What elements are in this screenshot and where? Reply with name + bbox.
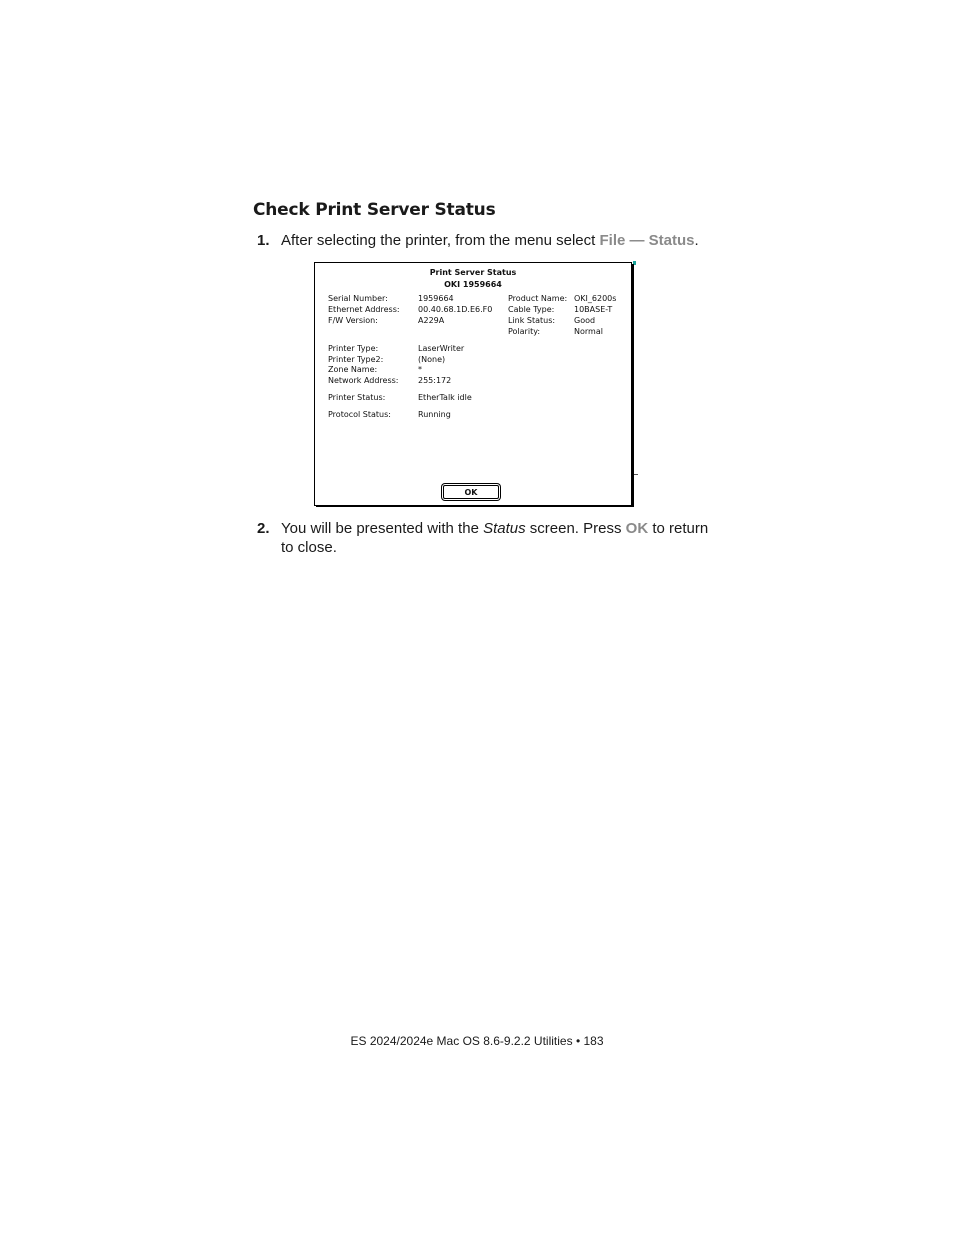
field-label-printer-type: Printer Type: [328,344,379,353]
field-value-serial-number: 1959664 [418,294,454,303]
section-heading: Check Print Server Status [253,200,496,220]
field-value-polarity: Normal [574,327,603,336]
field-value-printer-status: EtherTalk idle [418,393,472,402]
step-text [281,231,721,250]
step-text [281,519,721,557]
page-footer: ES 2024/2024e Mac OS 8.6-9.2.2 Utilities • 183 [350,1034,604,1048]
field-value-printer-type2: (None) [418,355,446,364]
field-value-printer-type: LaserWriter [418,344,465,353]
field-value-product-name: OKI_6200s [574,294,617,303]
field-label-link-status: Link Status: [508,316,556,325]
field-value-protocol-status: Running [418,410,451,419]
step-number: 1. [257,232,270,249]
menu-path: File — Status [599,232,695,249]
status-dialog [314,262,632,506]
field-label-ethernet-address: Ethernet Address: [328,305,400,314]
step-text-suffix: . [694,232,699,249]
field-label-protocol-status: Protocol Status: [328,410,391,419]
field-label-network-address: Network Address: [328,376,399,385]
step-text-suffix: to return to close. [281,520,709,556]
field-value-ethernet-address: 00.40.68.1D.E6.F0 [418,305,493,314]
step-text-middle: screen. Press [525,520,626,537]
field-label-printer-type2: Printer Type2: [328,355,384,364]
field-value-link-status: Good [574,316,596,325]
dialog-subtitle: OKI 1959664 [444,280,502,289]
step-number: 2. [257,520,270,537]
step-1 [257,231,717,253]
field-label-fw-version: F/W Version: [328,316,378,325]
ok-button[interactable]: OK [443,485,499,499]
field-label-zone-name: Zone Name: [328,365,378,374]
field-label-product-name: Product Name: [508,294,568,303]
step-2 [257,519,717,559]
field-value-cable-type: 10BASE-T [574,305,613,314]
step-text-prefix: You will be presented with the [281,520,484,537]
field-label-cable-type: Cable Type: [508,305,555,314]
status-screen-name: Status [483,520,526,537]
field-value-network-address: 255:172 [418,376,452,385]
field-label-polarity: Polarity: [508,327,541,336]
field-label-printer-status: Printer Status: [328,393,386,402]
dialog-title: Print Server Status [429,268,517,277]
step-text-prefix: After selecting the printer, from the menu select [281,232,600,249]
window-edge-tick [634,474,638,475]
field-label-serial-number: Serial Number: [328,294,388,303]
ok-reference: OK [625,520,649,537]
field-value-fw-version: A229A [418,316,445,325]
field-value-zone-name: * [418,365,422,374]
